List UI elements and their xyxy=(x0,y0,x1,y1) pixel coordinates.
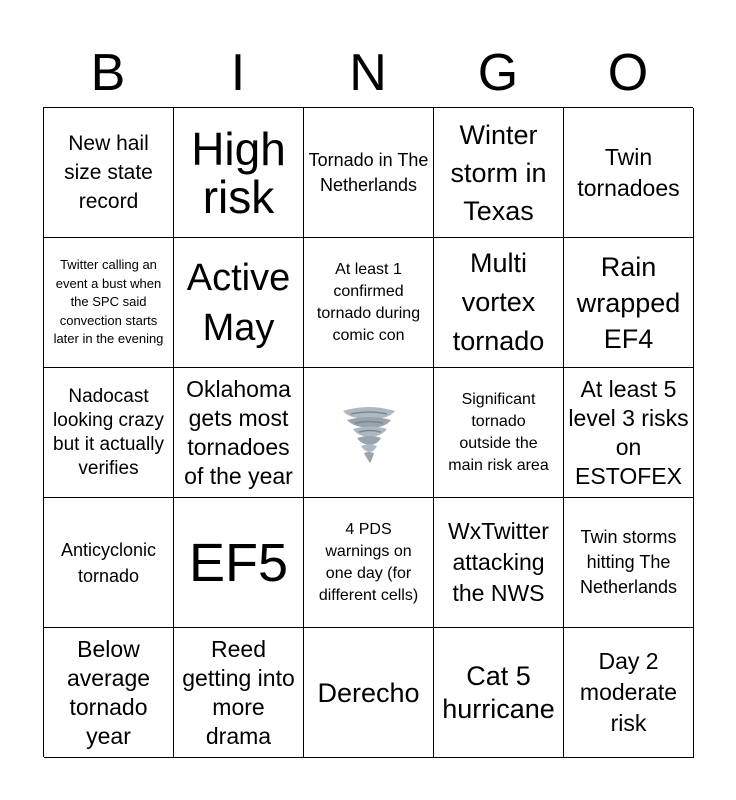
bingo-cell[interactable] xyxy=(434,498,564,628)
cell-text: Oklahoma gets most tornadoes of the year xyxy=(184,375,293,489)
cell-text: Derecho xyxy=(317,677,420,708)
header-letter-b: B xyxy=(90,44,126,102)
cell-text: Cat 5 hurricane xyxy=(442,660,555,724)
cell-text: Tornado in The Netherlands xyxy=(308,149,429,195)
bingo-cell[interactable] xyxy=(564,108,694,238)
bingo-cell[interactable] xyxy=(434,108,564,238)
bingo-cell[interactable] xyxy=(44,238,174,368)
cell-text: New hail size state record xyxy=(64,132,153,213)
bingo-cell[interactable] xyxy=(44,628,174,758)
tornado-icon-graphic xyxy=(337,401,401,465)
cell-text: Reed getting into more drama xyxy=(182,635,295,749)
cell-text: Twin storms hitting The Netherlands xyxy=(579,527,678,597)
cell-text: Day 2 moderate risk xyxy=(579,648,678,736)
cell-text: Nadocast looking crazy but it actually verifies xyxy=(53,385,164,479)
cell-text: Twitter calling an event a bust when the SPC said convection starts later in the evening xyxy=(53,257,164,347)
bingo-cell[interactable] xyxy=(564,498,694,628)
bingo-cell[interactable] xyxy=(174,498,304,628)
cell-text: High risk xyxy=(191,122,286,223)
header-letter-o: O xyxy=(607,44,649,102)
cell-text: At least 5 level 3 risks on ESTOFEX xyxy=(568,375,689,489)
bingo-cell[interactable] xyxy=(434,628,564,758)
bingo-cell[interactable] xyxy=(564,628,694,758)
bingo-header xyxy=(43,42,693,104)
bingo-board xyxy=(43,107,693,757)
tornado-icon[interactable] xyxy=(304,368,434,498)
cell-text: Anticyclonic tornado xyxy=(60,539,157,586)
cell-text: Rain wrapped EF4 xyxy=(576,251,681,354)
bingo-cell[interactable] xyxy=(174,108,304,238)
header-letter-g: G xyxy=(477,44,519,102)
cell-text: Active May xyxy=(186,256,291,349)
bingo-cell[interactable] xyxy=(44,498,174,628)
bingo-cell[interactable] xyxy=(564,238,694,368)
cell-text: WxTwitter attacking the NWS xyxy=(448,518,549,606)
header-letter-n: N xyxy=(349,44,387,102)
cell-text: Twin tornadoes xyxy=(577,143,680,201)
bingo-cell[interactable] xyxy=(174,238,304,368)
cell-text: Winter storm in Texas xyxy=(450,119,547,226)
header-letter-i: I xyxy=(230,44,246,102)
bingo-cell[interactable] xyxy=(434,238,564,368)
bingo-cell[interactable] xyxy=(304,628,434,758)
cell-text: EF5 xyxy=(188,532,289,593)
bingo-cell[interactable] xyxy=(304,238,434,368)
cell-text: Multi vortex tornado xyxy=(452,248,545,356)
bingo-cell[interactable] xyxy=(174,628,304,758)
cell-text: Significant tornado outside the main risk area xyxy=(448,390,549,474)
cell-text: Below average tornado year xyxy=(66,635,151,749)
bingo-cell[interactable] xyxy=(174,368,304,498)
bingo-cell[interactable] xyxy=(564,368,694,498)
cell-text: 4 PDS warnings on one day (for different cells) xyxy=(318,520,419,604)
bingo-cell[interactable] xyxy=(44,368,174,498)
bingo-cell[interactable] xyxy=(304,108,434,238)
bingo-cell[interactable] xyxy=(434,368,564,498)
bingo-cell[interactable] xyxy=(44,108,174,238)
bingo-cell[interactable] xyxy=(304,498,434,628)
cell-text: At least 1 confirmed tornado during comic con xyxy=(316,260,421,344)
